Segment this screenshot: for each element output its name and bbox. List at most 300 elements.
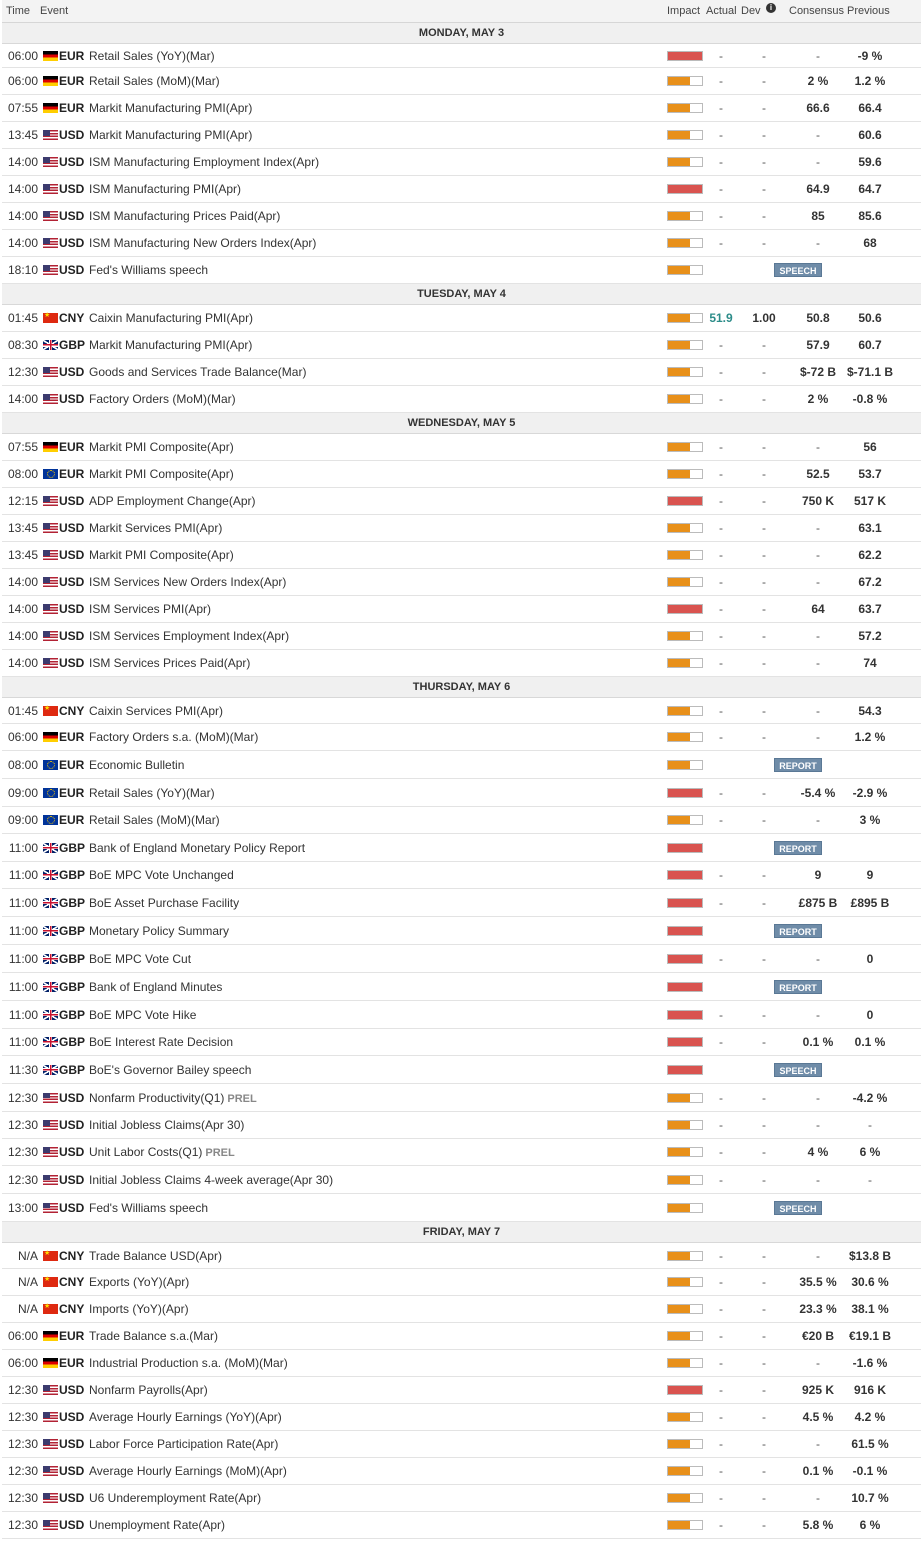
previous-value: €19.1 B xyxy=(848,1329,892,1343)
event-label: Exports (YoY)(Apr) xyxy=(89,1275,190,1289)
table-row[interactable] xyxy=(2,1431,921,1458)
consensus-value: €20 B xyxy=(801,1329,835,1343)
consensus-value: 4 % xyxy=(807,1145,829,1159)
table-row[interactable] xyxy=(2,359,921,386)
event-label: Nonfarm Productivity(Q1) xyxy=(89,1090,225,1105)
event-label: Initial Jobless Claims(Apr 30) xyxy=(89,1118,245,1132)
impact-bar xyxy=(668,707,690,715)
currency-code: CNY xyxy=(59,1248,85,1263)
table-row[interactable] xyxy=(2,68,921,95)
consensus-value: - xyxy=(816,1491,820,1505)
event-name[interactable] xyxy=(89,49,215,63)
impact-bar xyxy=(668,1204,690,1212)
impact-indicator xyxy=(667,982,703,992)
speech-badge[interactable]: SPEECH xyxy=(774,1063,822,1077)
table-row[interactable] xyxy=(2,569,921,596)
deviation-value: - xyxy=(762,521,766,535)
previous-value: 1.2 % xyxy=(854,730,886,744)
deviation-value: - xyxy=(762,656,766,670)
table-row[interactable] xyxy=(2,230,921,257)
us-flag-icon xyxy=(43,604,58,614)
report-badge[interactable]: REPORT xyxy=(774,841,822,855)
previous-value: 10.7 % xyxy=(851,1491,889,1505)
impact-indicator xyxy=(667,843,703,853)
table-row[interactable] xyxy=(2,515,921,542)
table-row[interactable] xyxy=(2,834,921,862)
col-time[interactable]: Time xyxy=(6,5,31,17)
currency-code: USD xyxy=(59,656,85,670)
impact-bar xyxy=(668,1332,690,1340)
previous-value: 67.2 xyxy=(858,575,882,589)
event-time: 12:30 xyxy=(7,1383,38,1397)
previous-value: 60.6 xyxy=(858,128,882,142)
consensus-value: 23.3 % xyxy=(799,1302,837,1316)
event-name[interactable] xyxy=(89,101,252,115)
event-name[interactable] xyxy=(89,548,234,562)
currency-code: EUR xyxy=(59,730,85,744)
deviation-value: - xyxy=(762,629,766,643)
event-time: N/A xyxy=(17,1275,38,1289)
impact-bar xyxy=(668,632,690,640)
currency-code: USD xyxy=(59,1145,85,1159)
deviation-value: - xyxy=(762,1491,766,1505)
event-name[interactable] xyxy=(89,1008,196,1022)
uk-flag-icon xyxy=(43,1037,58,1047)
deviation-value: - xyxy=(762,48,766,63)
table-row[interactable] xyxy=(2,434,921,461)
speech-badge[interactable]: SPEECH xyxy=(774,263,822,277)
impact-bar xyxy=(668,1278,690,1286)
event-label: Fed's Williams speech xyxy=(89,263,208,277)
table-row[interactable] xyxy=(2,305,921,332)
impact-indicator xyxy=(667,604,703,614)
event-name[interactable] xyxy=(89,841,305,855)
us-flag-icon xyxy=(43,1203,58,1213)
deviation-value: - xyxy=(762,365,766,379)
impact-indicator xyxy=(667,631,703,641)
col-impact[interactable]: Impact xyxy=(667,5,701,17)
table-row[interactable] xyxy=(2,203,921,230)
impact-indicator xyxy=(667,157,703,167)
deviation-value: - xyxy=(762,602,766,616)
event-name[interactable] xyxy=(89,263,208,277)
table-row[interactable] xyxy=(2,95,921,122)
currency-code: EUR xyxy=(59,101,85,115)
germany-flag-icon xyxy=(43,1358,58,1368)
table-row[interactable] xyxy=(2,1377,921,1404)
consensus-value: - xyxy=(816,1090,820,1105)
deviation-value: - xyxy=(762,1464,766,1478)
actual-value: - xyxy=(719,440,723,454)
impact-bar xyxy=(668,1413,690,1421)
event-name[interactable] xyxy=(89,1173,333,1187)
actual-value: - xyxy=(719,236,723,250)
report-badge[interactable]: REPORT xyxy=(774,980,822,994)
table-row[interactable] xyxy=(2,1269,921,1296)
event-label: Retail Sales (YoY)(Mar) xyxy=(89,48,215,63)
previous-value: 61.5 % xyxy=(851,1437,889,1451)
report-badge[interactable]: REPORT xyxy=(774,924,822,938)
event-name[interactable] xyxy=(89,74,220,88)
consensus-value: - xyxy=(816,1007,820,1022)
event-name[interactable] xyxy=(89,629,289,643)
event-label: BoE Interest Rate Decision xyxy=(89,1035,234,1049)
impact-bar xyxy=(668,77,690,85)
day-header: FRIDAY, MAY 7 xyxy=(2,1222,921,1243)
us-flag-icon xyxy=(43,631,58,641)
impact-bar xyxy=(668,341,690,349)
table-row[interactable] xyxy=(2,1194,921,1222)
impact-bar xyxy=(668,1467,690,1475)
event-name[interactable] xyxy=(89,730,258,744)
previous-value: 517 K xyxy=(853,494,887,508)
event-time: 14:00 xyxy=(7,575,38,589)
info-icon[interactable]: i xyxy=(766,3,776,13)
impact-indicator xyxy=(667,706,703,716)
deviation-value: - xyxy=(762,1302,766,1316)
event-label: Caixin Manufacturing PMI(Apr) xyxy=(89,311,254,325)
table-row[interactable] xyxy=(2,1458,921,1485)
event-time: 07:55 xyxy=(7,101,38,115)
table-row[interactable] xyxy=(2,488,921,515)
col-dev[interactable]: Dev xyxy=(741,5,761,17)
event-name[interactable] xyxy=(89,1275,189,1289)
event-name[interactable] xyxy=(89,1201,208,1215)
impact-indicator xyxy=(667,550,703,560)
impact-bar xyxy=(668,368,690,376)
currency-code: USD xyxy=(59,128,85,142)
event-name[interactable] xyxy=(89,980,222,994)
table-row[interactable] xyxy=(2,596,921,623)
table-row[interactable] xyxy=(2,149,921,176)
table-row[interactable] xyxy=(2,1512,921,1539)
impact-indicator xyxy=(667,954,703,964)
deviation-value: - xyxy=(762,575,766,589)
table-row[interactable] xyxy=(2,889,921,917)
table-row[interactable] xyxy=(2,1166,921,1194)
impact-bar xyxy=(668,104,690,112)
table-row[interactable] xyxy=(2,779,921,807)
deviation-value: - xyxy=(762,1518,766,1532)
table-row[interactable] xyxy=(2,257,921,284)
deviation-value: - xyxy=(762,1145,766,1159)
table-row[interactable] xyxy=(2,1084,921,1112)
germany-flag-icon xyxy=(43,76,58,86)
consensus-value: 4.5 % xyxy=(802,1410,834,1424)
event-time: 12:30 xyxy=(7,1437,38,1451)
event-label: U6 Underemployment Rate(Apr) xyxy=(89,1491,262,1505)
event-label: Retail Sales (MoM)(Mar) xyxy=(89,813,220,827)
table-row[interactable] xyxy=(2,623,921,650)
actual-value: 51.9 xyxy=(709,311,733,325)
table-header xyxy=(2,0,921,23)
event-name[interactable] xyxy=(89,813,220,827)
impact-indicator xyxy=(667,732,703,742)
consensus-value: 52.5 xyxy=(806,467,830,481)
table-row[interactable] xyxy=(2,724,921,751)
actual-value: - xyxy=(719,209,723,223)
actual-value: - xyxy=(719,521,723,535)
china-flag-icon xyxy=(43,313,58,323)
table-row[interactable] xyxy=(2,386,921,413)
previous-value: 63.7 xyxy=(858,602,882,616)
event-name[interactable] xyxy=(89,494,256,508)
currency-code: GBP xyxy=(59,923,86,938)
event-name[interactable] xyxy=(89,1464,287,1478)
event-name[interactable] xyxy=(89,1329,218,1343)
event-label: Factory Orders (MoM)(Mar) xyxy=(89,392,236,406)
consensus-value: - xyxy=(816,730,820,744)
table-row[interactable] xyxy=(2,332,921,359)
consensus-value: 750 K xyxy=(801,494,835,508)
previous-value: 85.6 xyxy=(858,209,882,223)
impact-indicator xyxy=(667,1358,703,1368)
table-row[interactable] xyxy=(2,973,921,1001)
germany-flag-icon xyxy=(43,442,58,452)
event-name[interactable] xyxy=(89,1356,288,1370)
consensus-value: 57.9 xyxy=(806,338,830,352)
table-row[interactable] xyxy=(2,1001,921,1029)
event-name[interactable] xyxy=(89,1491,261,1505)
previous-value: 63.1 xyxy=(858,521,882,535)
event-time: 12:30 xyxy=(7,1518,38,1532)
impact-bar xyxy=(668,1252,690,1260)
currency-code: EUR xyxy=(59,440,85,454)
event-name[interactable] xyxy=(89,868,234,882)
impact-indicator xyxy=(667,577,703,587)
table-row[interactable] xyxy=(2,176,921,203)
previous-value: 3 % xyxy=(859,813,881,827)
col-consensus[interactable]: Consensus xyxy=(789,5,845,17)
currency-code: USD xyxy=(59,1090,85,1105)
col-previous[interactable]: Previous xyxy=(847,5,890,17)
actual-value: - xyxy=(719,656,723,670)
speech-badge[interactable]: SPEECH xyxy=(774,1201,822,1215)
table-row[interactable] xyxy=(2,945,921,973)
impact-indicator xyxy=(667,1439,703,1449)
deviation-value: - xyxy=(762,1007,766,1022)
table-row[interactable] xyxy=(2,1112,921,1139)
currency-code: USD xyxy=(59,1118,85,1132)
event-name[interactable] xyxy=(89,758,184,772)
event-name[interactable] xyxy=(89,365,306,379)
actual-value: - xyxy=(719,785,723,800)
actual-value: - xyxy=(719,48,723,63)
impact-indicator xyxy=(667,238,703,248)
consensus-value: 35.5 % xyxy=(799,1275,837,1289)
table-row[interactable] xyxy=(2,461,921,488)
event-name[interactable] xyxy=(89,1437,278,1451)
event-name[interactable] xyxy=(89,1091,257,1105)
event-label: Bank of England Monetary Policy Report xyxy=(89,840,306,855)
actual-value: - xyxy=(719,155,723,169)
table-row[interactable] xyxy=(2,122,921,149)
consensus-value: - xyxy=(816,703,820,718)
event-name[interactable] xyxy=(89,786,215,800)
consensus-value: - xyxy=(816,155,820,169)
impact-indicator xyxy=(667,1304,703,1314)
table-row[interactable] xyxy=(2,751,921,779)
col-actual[interactable]: Actual xyxy=(706,5,737,17)
table-row[interactable] xyxy=(2,542,921,569)
deviation-value: - xyxy=(762,392,766,406)
deviation-value: - xyxy=(762,813,766,827)
event-name[interactable] xyxy=(89,1118,244,1132)
event-name[interactable] xyxy=(89,656,250,670)
impact-indicator xyxy=(667,1412,703,1422)
event-name[interactable] xyxy=(89,1035,233,1049)
impact-indicator xyxy=(667,469,703,479)
col-event[interactable]: Event xyxy=(40,5,69,17)
event-time: 14:00 xyxy=(7,629,38,643)
event-name[interactable] xyxy=(89,1145,235,1159)
event-label: Markit PMI Composite(Apr) xyxy=(89,440,234,454)
consensus-value: - xyxy=(816,1172,820,1187)
currency-code: EUR xyxy=(59,48,85,63)
impact-indicator xyxy=(667,184,703,194)
event-name[interactable] xyxy=(89,896,239,910)
event-time: 07:55 xyxy=(7,440,38,454)
report-badge[interactable]: REPORT xyxy=(774,758,822,772)
event-name[interactable] xyxy=(89,1410,282,1424)
event-name[interactable] xyxy=(89,575,286,589)
impact-bar xyxy=(668,185,702,193)
event-name[interactable] xyxy=(89,467,234,481)
table-row[interactable] xyxy=(2,650,921,677)
event-name[interactable] xyxy=(89,1383,208,1397)
table-row[interactable] xyxy=(2,862,921,889)
event-name[interactable] xyxy=(89,1302,189,1316)
actual-value: - xyxy=(719,1172,723,1187)
event-label: Average Hourly Earnings (YoY)(Apr) xyxy=(89,1410,282,1424)
actual-value: - xyxy=(719,1275,723,1289)
event-name[interactable] xyxy=(89,704,223,718)
event-label: Markit Manufacturing PMI(Apr) xyxy=(89,128,253,142)
previous-value: 64.7 xyxy=(858,182,882,196)
previous-value: -2.9 % xyxy=(852,785,888,800)
event-name[interactable] xyxy=(89,311,253,325)
event-time: 06:00 xyxy=(7,730,38,744)
event-name[interactable] xyxy=(89,338,252,352)
event-label: Retail Sales (MoM)(Mar) xyxy=(89,74,220,88)
event-name[interactable] xyxy=(89,440,234,454)
table-row[interactable] xyxy=(2,1323,921,1350)
day-header: WEDNESDAY, MAY 5 xyxy=(2,413,921,434)
impact-indicator xyxy=(667,496,703,506)
table-row[interactable] xyxy=(2,1485,921,1512)
previous-value: 30.6 % xyxy=(851,1275,889,1289)
currency-code: USD xyxy=(59,629,85,643)
impact-bar xyxy=(668,212,690,220)
currency-code: EUR xyxy=(59,785,85,800)
event-label: Retail Sales (YoY)(Mar) xyxy=(89,785,215,800)
event-time: 12:30 xyxy=(7,365,38,379)
previous-value: 9 xyxy=(866,868,874,882)
event-name[interactable] xyxy=(89,521,222,535)
event-time: 11:00 xyxy=(8,979,38,994)
currency-code: GBP xyxy=(59,338,86,352)
currency-code: EUR xyxy=(59,1329,85,1343)
event-name[interactable] xyxy=(89,602,211,616)
event-name[interactable] xyxy=(89,952,191,966)
table-row[interactable] xyxy=(2,1296,921,1323)
event-time: 11:00 xyxy=(8,868,38,882)
deviation-value: - xyxy=(762,1410,766,1424)
event-name[interactable] xyxy=(89,1518,225,1532)
impact-indicator xyxy=(667,1175,703,1185)
previous-value: 66.4 xyxy=(858,101,882,115)
table-row[interactable] xyxy=(2,1029,921,1056)
uk-flag-icon xyxy=(43,982,58,992)
table-row[interactable] xyxy=(2,44,921,68)
deviation-value: - xyxy=(762,1437,766,1451)
us-flag-icon xyxy=(43,1466,58,1476)
table-row[interactable] xyxy=(2,1139,921,1166)
deviation-value: - xyxy=(762,785,766,800)
table-row[interactable] xyxy=(2,1350,921,1377)
impact-bar xyxy=(668,239,690,247)
event-label: Monetary Policy Summary xyxy=(89,923,230,938)
uk-flag-icon xyxy=(43,1065,58,1075)
table-row[interactable] xyxy=(2,917,921,945)
deviation-value: - xyxy=(762,1118,766,1132)
event-name[interactable] xyxy=(89,128,252,142)
china-flag-icon xyxy=(43,706,58,716)
event-label: ISM Manufacturing Prices Paid(Apr) xyxy=(89,209,281,223)
event-time: 01:45 xyxy=(7,311,38,325)
deviation-value: - xyxy=(762,494,766,508)
event-name[interactable] xyxy=(89,182,241,196)
impact-indicator xyxy=(667,211,703,221)
event-label: Industrial Production s.a. (MoM)(Mar) xyxy=(89,1356,288,1370)
deviation-value: - xyxy=(762,182,766,196)
table-row[interactable] xyxy=(2,1404,921,1431)
china-flag-icon xyxy=(43,1304,58,1314)
table-row[interactable] xyxy=(2,1056,921,1084)
event-name[interactable] xyxy=(89,236,316,250)
event-name[interactable] xyxy=(89,1249,222,1263)
event-name[interactable] xyxy=(89,1063,251,1077)
us-flag-icon xyxy=(43,1439,58,1449)
uk-flag-icon xyxy=(43,1010,58,1020)
event-name[interactable] xyxy=(89,392,236,406)
impact-indicator xyxy=(667,1065,703,1075)
event-name[interactable] xyxy=(89,209,280,223)
event-time: 11:00 xyxy=(8,1035,38,1049)
consensus-value: - xyxy=(816,128,820,142)
table-row[interactable] xyxy=(2,1243,921,1269)
event-label: Markit PMI Composite(Apr) xyxy=(89,548,234,562)
table-row[interactable] xyxy=(2,807,921,834)
us-flag-icon xyxy=(43,577,58,587)
table-row[interactable] xyxy=(2,698,921,724)
consensus-value: - xyxy=(816,656,820,670)
us-flag-icon xyxy=(43,1175,58,1185)
deviation-value: - xyxy=(762,730,766,744)
impact-indicator xyxy=(667,1037,703,1047)
currency-code: USD xyxy=(59,209,85,223)
us-flag-icon xyxy=(43,1385,58,1395)
event-name[interactable] xyxy=(89,924,229,938)
actual-value: - xyxy=(719,1356,723,1370)
us-flag-icon xyxy=(43,1412,58,1422)
day-header: THURSDAY, MAY 6 xyxy=(2,677,921,698)
impact-indicator xyxy=(667,1466,703,1476)
event-name[interactable] xyxy=(89,155,319,169)
event-time: 12:30 xyxy=(7,1090,38,1105)
actual-value: - xyxy=(719,1437,723,1451)
impact-indicator xyxy=(667,313,703,323)
